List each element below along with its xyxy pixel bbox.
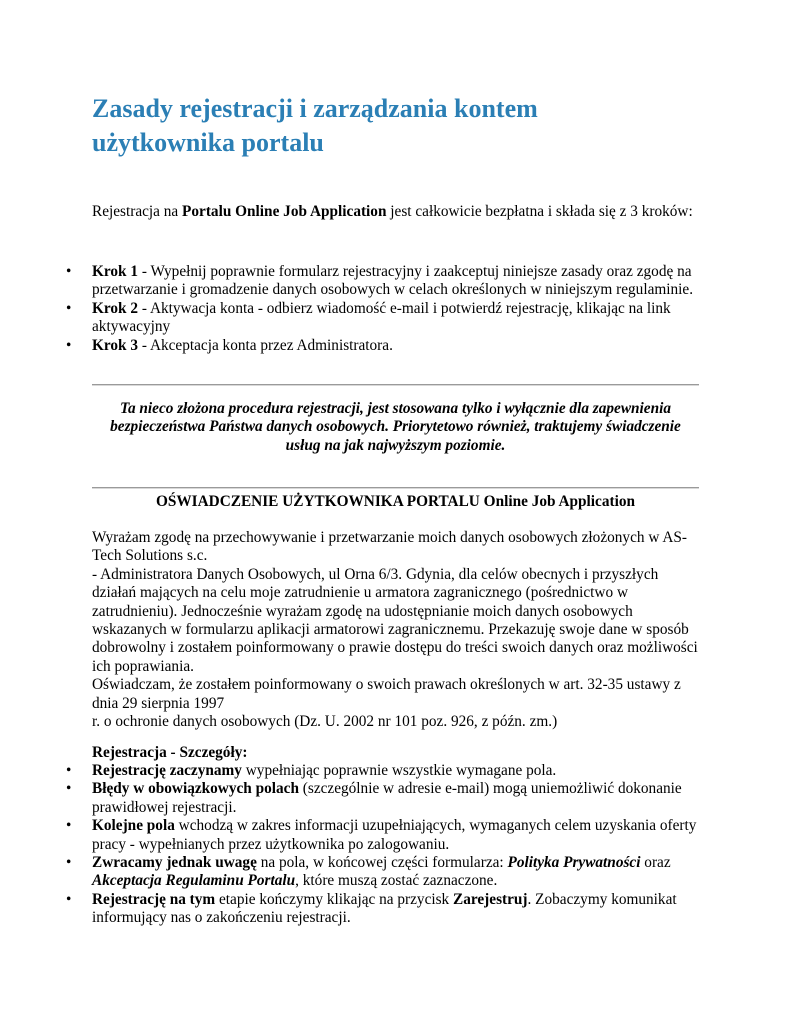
title-line-2: użytkownika portalu bbox=[92, 128, 324, 157]
page-title bbox=[92, 92, 712, 160]
detail-text: etapie kończymy klikając na przycisk bbox=[215, 890, 454, 908]
detail-item bbox=[92, 854, 702, 891]
detail-item bbox=[92, 762, 702, 780]
details-heading: Rejestracja - Szczegóły: bbox=[92, 744, 248, 761]
divider bbox=[92, 384, 699, 386]
step-label: Krok 2 bbox=[92, 299, 139, 317]
declaration-paragraph: Oświadczam, że zostałem poinformowany o swoich prawach określonych w art. 32-35 ustawy z dnia 29 sierpnia 1997 bbox=[92, 676, 681, 712]
detail-bold: Błędy w obowiązkowych polach bbox=[92, 780, 299, 798]
declaration-paragraph: r. o ochronie danych osobowych (Dz. U. 2002 nr 101 poz. 926, z późn. zm.) bbox=[92, 713, 558, 731]
step-2 bbox=[92, 300, 702, 337]
detail-bold: Rejestrację zaczynamy bbox=[92, 762, 242, 779]
detail-bold: Zwracamy jednak uwagę bbox=[92, 854, 257, 872]
step-text: - Wypełnij poprawnie formularz rejestracyjny i zaakceptuj niniejsze zasady oraz zgodę na przetwarzanie i gromadzenie danych osobowych w celach określonych w niniejszym regulaminie. bbox=[92, 263, 694, 299]
title-line-1: Zasady rejestracji i zarządzania kontem bbox=[92, 94, 538, 123]
details-list bbox=[92, 762, 702, 928]
step-3 bbox=[92, 337, 702, 355]
detail-text: , które muszą zostać zaznaczone. bbox=[295, 872, 498, 890]
terms-acceptance-label: Akceptacja Regulaminu Portalu bbox=[92, 872, 296, 890]
notice-line-1: Ta nieco złożona procedura rejestracji, jest stosowana tylko i wyłącznie dla zapewnienia bbox=[120, 400, 671, 417]
declaration-paragraph: Wyrażam zgodę na przechowywanie i przetwarzanie moich danych osobowych złożonych w AS-Tech Solutions s.c. bbox=[92, 529, 688, 565]
detail-item bbox=[92, 780, 702, 817]
declaration-heading-bold: OŚWIADCZENIE UŻYTKOWNIKA PORTALU bbox=[155, 493, 480, 510]
intro-text-end: jest całkowicie bezpłatna i składa się z 3 kroków: bbox=[386, 203, 693, 220]
steps-list bbox=[92, 263, 702, 355]
step-label: Krok 3 bbox=[92, 336, 139, 354]
declaration-heading-regular: Online Job Application bbox=[479, 493, 635, 510]
detail-bold: Rejestrację na tym bbox=[92, 890, 216, 908]
step-label: Krok 1 bbox=[92, 263, 139, 280]
intro-text: Rejestracja na bbox=[92, 203, 183, 220]
privacy-policy-label: Polityka Prywatności bbox=[507, 854, 641, 872]
detail-text: oraz bbox=[640, 854, 671, 872]
divider bbox=[92, 487, 699, 489]
register-button-name: Zarejestruj bbox=[453, 890, 528, 908]
step-text: - Aktywacja konta - odbierz wiadomość e-mail i potwierdź rejestrację, klikając na link aktywacyjny bbox=[92, 299, 671, 336]
step-1 bbox=[92, 263, 702, 300]
declaration-paragraph: - Administratora Danych Osobowych, ul Orna 6/3. Gdynia, dla celów obecnych i przyszłych działań mających na celu moje zatrudnienie u armatora zagranicznego (pośrednictwo w zatrudnieniu). Jednocześnie wyrażam zgodę na udostępnianie moich danych osobowych wskazanych w formularzu aplikacji armatorowi zagranicznemu. Przekazuję swoje dane w sposób dobrowolny i zostałem poinformowany o prawie dostępu do treści swoich danych oraz możliwości ich poprawiania. bbox=[92, 565, 698, 675]
detail-text: (szczególnie w adresie e-mail) mogą uniemożliwić dokonanie prawidłowej rejestracji. bbox=[92, 780, 682, 816]
detail-item bbox=[92, 891, 702, 928]
detail-text: wypełniając poprawnie wszystkie wymagane pola. bbox=[241, 762, 557, 779]
portal-name: Portalu Online Job Application bbox=[182, 203, 387, 220]
notice-line-2: bezpieczeństwa Państwa danych osobowych. Priorytetowo również, traktujemy świadczenie bbox=[110, 418, 681, 436]
declaration-body bbox=[92, 529, 702, 731]
detail-item bbox=[92, 817, 702, 854]
detail-text: wchodzą w zakres informacji uzupełniających, wymaganych celem uzyskania oferty pracy - wypełnianych przez użytkownika po zalogowaniu. bbox=[92, 817, 697, 853]
detail-text: . Zobaczymy komunikat informujący nas o zakończeniu rejestracji. bbox=[92, 890, 677, 927]
intro-paragraph bbox=[92, 203, 702, 221]
declaration-heading bbox=[92, 493, 699, 511]
detail-bold: Kolejne pola bbox=[92, 817, 175, 835]
step-text: - Akceptacja konta przez Administratora. bbox=[138, 336, 393, 354]
notice-line-3: usług na jak najwyższym poziomie. bbox=[285, 436, 506, 454]
security-notice bbox=[92, 400, 699, 455]
detail-text: na pola, w końcowej części formularza: bbox=[256, 854, 508, 872]
